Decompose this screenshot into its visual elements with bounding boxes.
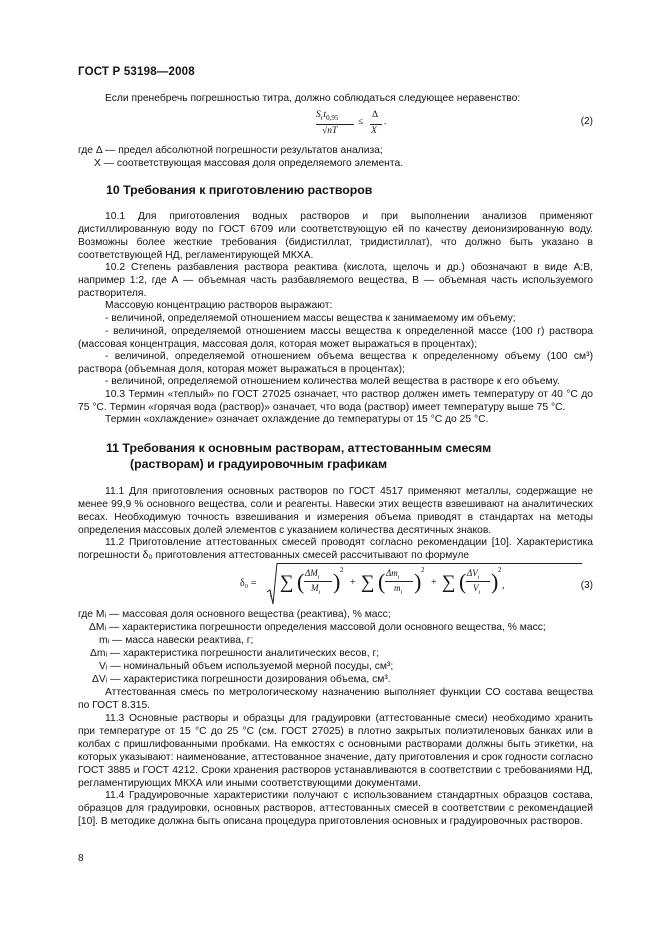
sqrt-sign bbox=[266, 562, 278, 606]
definition-mi: где Mᵢ — массовая доля основного вещества (реактива), % масс; bbox=[78, 609, 391, 620]
paragraph-11-2: 11.2 Приготовление аттестованных смесей проводят согласно рекомендации [10]. Характеристика погрешности δ₀ приготовления аттестованных смесей рассчитывают по формуле bbox=[78, 537, 593, 561]
paragraph-10-3: 10.3 Термин «теплый» по ГОСТ 27025 означает, что раствор должен иметь температуру от 40 °С до 75 °С. Термин «горячая вода (раствор)» означает, что вода (раствор) имеет температуру выше 75 °С. bbox=[78, 389, 593, 413]
document-header: ГОСТ Р 53198—2008 bbox=[78, 66, 195, 78]
definition-vi: Vᵢ — номинальный объем используемой мерной посуды, см³; bbox=[99, 661, 394, 672]
paragraph-cooling: Термин «охлаждение» означает охлаждение до температуры от 15 °С до 25 °С. bbox=[105, 414, 489, 425]
bullet-item-2: - величиной, определяемой отношением массы вещества к определенной массе (100 г) раствора (массовая концентрация, массовая доля, которая может выражаться в процентах); bbox=[78, 326, 593, 350]
intro-paragraph: Если пренебречь погрешностью титра, должно соблюдаться следующее неравенство: bbox=[105, 93, 521, 104]
formula-3: δ₀ = 1 ∑ ( $\Delta M_i$ $M_i$ ) 2 + ∑ ( $\Delta m_i$ $m_i$ ) 2 + ∑ ( $\Delta V_i$ $V_i$ ) 2 , bbox=[240, 562, 580, 606]
section-11-heading-line-1: 11 Требования к основным растворам, аттестованным смесям bbox=[106, 441, 492, 455]
paragraph-10-1: 10.1 Для приготовления водных растворов и при выполнении анализов применяют дистиллированную воду по ГОСТ 6709 или соответствующую ей по качеству деионизированную воду. Возможны более жесткие требования (бидистиллат, тридистиллат), что должно быть указано в соответствующей НД, регламентирующей МКХА. bbox=[78, 211, 593, 261]
bullet-item-4: - величиной, определяемой отношением количества молей вещества в растворе к его объему. bbox=[105, 376, 560, 387]
where-delta: где Δ — предел абсолютной погрешности результатов анализа; bbox=[78, 145, 383, 156]
paragraph-attested-mixture: Аттестованная смесь по метрологическому назначению выполняет функции СО состава вещества по ГОСТ 8.315. bbox=[78, 687, 593, 711]
page-number: 8 bbox=[78, 853, 84, 864]
where-x: X — соответствующая массовая доля определяемого элемента. bbox=[94, 158, 404, 169]
equation-number-2: (2) bbox=[580, 116, 593, 127]
paragraph-11-1: 11.1 Для приготовления основных растворов по ГОСТ 4517 применяют металлы, содержащие не менее 99,9 % основного вещества, соли и реагенты. Навески этих веществ взвешивают на аналитических весах. Необходимую точность взвешивания и измерения объема приводят в стандартах на методы определения массовых долей элементов с указанием количества десятичных знаков. bbox=[78, 486, 593, 536]
formula-2: $S_rt_{0,95}$ √nT ≤ Δ X . bbox=[316, 110, 387, 136]
definition-delta-vi: ΔVᵢ — характеристика погрешности дозирования объема, см³. bbox=[92, 674, 391, 685]
paragraph-11-3: 11.3 Основные растворы и образцы для градуировки (аттестованные смеси) необходимо хранить при температуре от 15 °С до 25 °С (см. ГОСТ 27025) в плотно закрытых полиэтиленовых банках или в колбах с пришлифованными пробками. На емкостях с основными растворами должны быть этикетки, на которых указывают: наименование, аттестованное значение, дату приготовления и срок годности согласно ГОСТ 3885 и ГОСТ 4212. Сроки хранения растворов устанавливаются в соответствии с требованиями НД, регламентирующих МКХА или иными соответствующими документами. bbox=[78, 713, 593, 789]
paragraph-mass-concentration: Массовую концентрацию растворов выражают: bbox=[105, 300, 333, 311]
bullet-item-1: - величиной, определяемой отношением массы вещества к занимаемому им объему; bbox=[105, 313, 516, 324]
definition-small-mi: mᵢ — масса навески реактива, г; bbox=[99, 635, 254, 646]
definition-delta-small-mi: Δmᵢ — характеристика погрешности аналитических весов, г; bbox=[90, 648, 380, 659]
paragraph-10-2: 10.2 Степень разбавления раствора реактива (кислота, щелочь и др.) обозначают в виде А:В, например 1:2, где А — объемная часть разбавляемого вещества, В — объемная часть используемого растворителя. bbox=[78, 262, 593, 299]
section-11-heading-line-2: (растворам) и градуировочным графикам bbox=[130, 457, 388, 471]
equation-number-3: (3) bbox=[580, 580, 593, 591]
paragraph-11-4: 11.4 Градуировочные характеристики получают с использованием стандартных образцов состава, образцов для градуировки, основных растворов, аттестованных смесей в соответствии с рекомендацией [10]. В методике должна быть описана процедура приготовления основных и градуировочных растворов. bbox=[78, 790, 593, 827]
bullet-item-3: - величиной, определяемой отношением объема вещества к определенному объему (100 см³) раствора (объемная доля, которая может выражаться в процентах); bbox=[78, 351, 593, 375]
section-10-heading: 10 Требования к приготовлению растворов bbox=[106, 183, 373, 197]
definition-delta-mi: ΔMᵢ — характеристика погрешности определения массовой доли основного вещества, % масс; bbox=[89, 622, 546, 633]
